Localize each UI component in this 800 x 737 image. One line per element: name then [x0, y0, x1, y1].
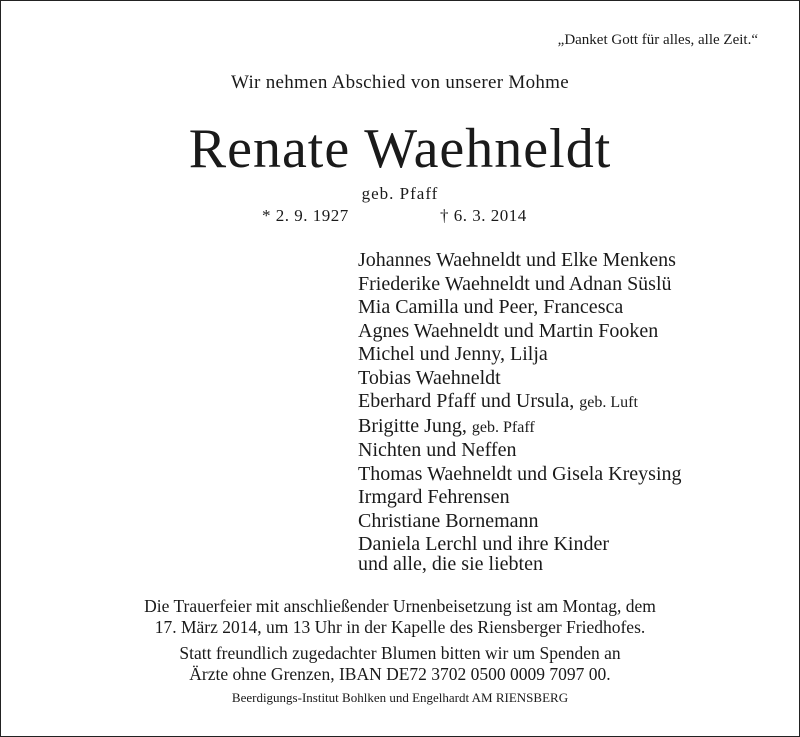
mourner-entry: [358, 463, 682, 487]
mourner-note: geb. Luft: [579, 394, 638, 411]
donation-line-1: Statt freundlich zugedachter Blumen bitten wir um Spenden an: [179, 643, 621, 663]
mourner-entry: [358, 439, 682, 463]
mourner-name: Johannes Waehneldt und Elke Menkens: [358, 249, 676, 271]
mourner-entry: [358, 415, 682, 440]
death-date: † 6. 3. 2014: [440, 206, 527, 225]
mourner-name: Tobias Waehneldt: [358, 366, 501, 389]
donation-info: [0, 643, 800, 685]
mourner-name: Brigitte Jung,: [358, 414, 467, 437]
mourner-entry: [358, 273, 682, 297]
intro-line: Wir nehmen Abschied von unserer Mohme: [230, 72, 569, 93]
deceased-name: Renate Waehneldt: [188, 118, 612, 180]
mourner-name: Eberhard Pfaff und Ursula,: [358, 390, 575, 412]
mourner-entry: [358, 367, 682, 391]
mourner-entry: [358, 296, 682, 320]
mourner-entry: [358, 249, 682, 273]
mourners-list: [358, 249, 682, 557]
mourner-name: Agnes Waehneldt und Martin Fooken: [358, 319, 659, 342]
mourner-entry: [358, 390, 682, 415]
mourner-name: Mia Camilla und Peer, Francesca: [358, 296, 624, 318]
mourner-name: Thomas Waehneldt und Gisela Kreysing: [358, 462, 682, 485]
mourner-name: Daniela Lerchl und ihre Kinder: [358, 533, 610, 555]
mourner-entry: [358, 510, 682, 534]
motto-quote: „Danket Gott für alles, alle Zeit.“: [557, 32, 758, 48]
mourner-entry: [358, 343, 682, 367]
mourner-name: Irmgard Fehrensen: [358, 486, 510, 508]
mourner-name: Friederike Waehneldt und Adnan Süslü: [358, 272, 672, 295]
birth-date: * 2. 9. 1927: [262, 206, 349, 225]
mourner-entry: [358, 320, 682, 344]
service-line-2: 17. März 2014, um 13 Uhr in der Kapelle des Riensberger Friedhofes.: [154, 617, 646, 637]
mourner-note: geb. Pfaff: [471, 418, 535, 436]
mourner-entry: [358, 486, 682, 510]
closing-line: und alle, die sie liebten: [358, 553, 543, 575]
donation-line-2: Ärzte ohne Grenzen, IBAN DE72 3702 0500 0009 7097 00.: [189, 664, 611, 684]
service-info: [0, 596, 800, 638]
service-line-1: Die Trauerfeier mit anschließender Urnenbeisetzung ist am Montag, dem: [144, 596, 656, 616]
undertaker-credit: Beerdigungs-Institut Bohlken und Engelhardt AM RIENSBERG: [231, 690, 569, 705]
mourner-name: Michel und Jenny, Lilja: [358, 343, 548, 365]
mourner-name: Christiane Bornemann: [358, 509, 539, 532]
mourner-name: Nichten und Neffen: [358, 439, 517, 461]
maiden-name: geb. Pfaff: [361, 184, 439, 203]
